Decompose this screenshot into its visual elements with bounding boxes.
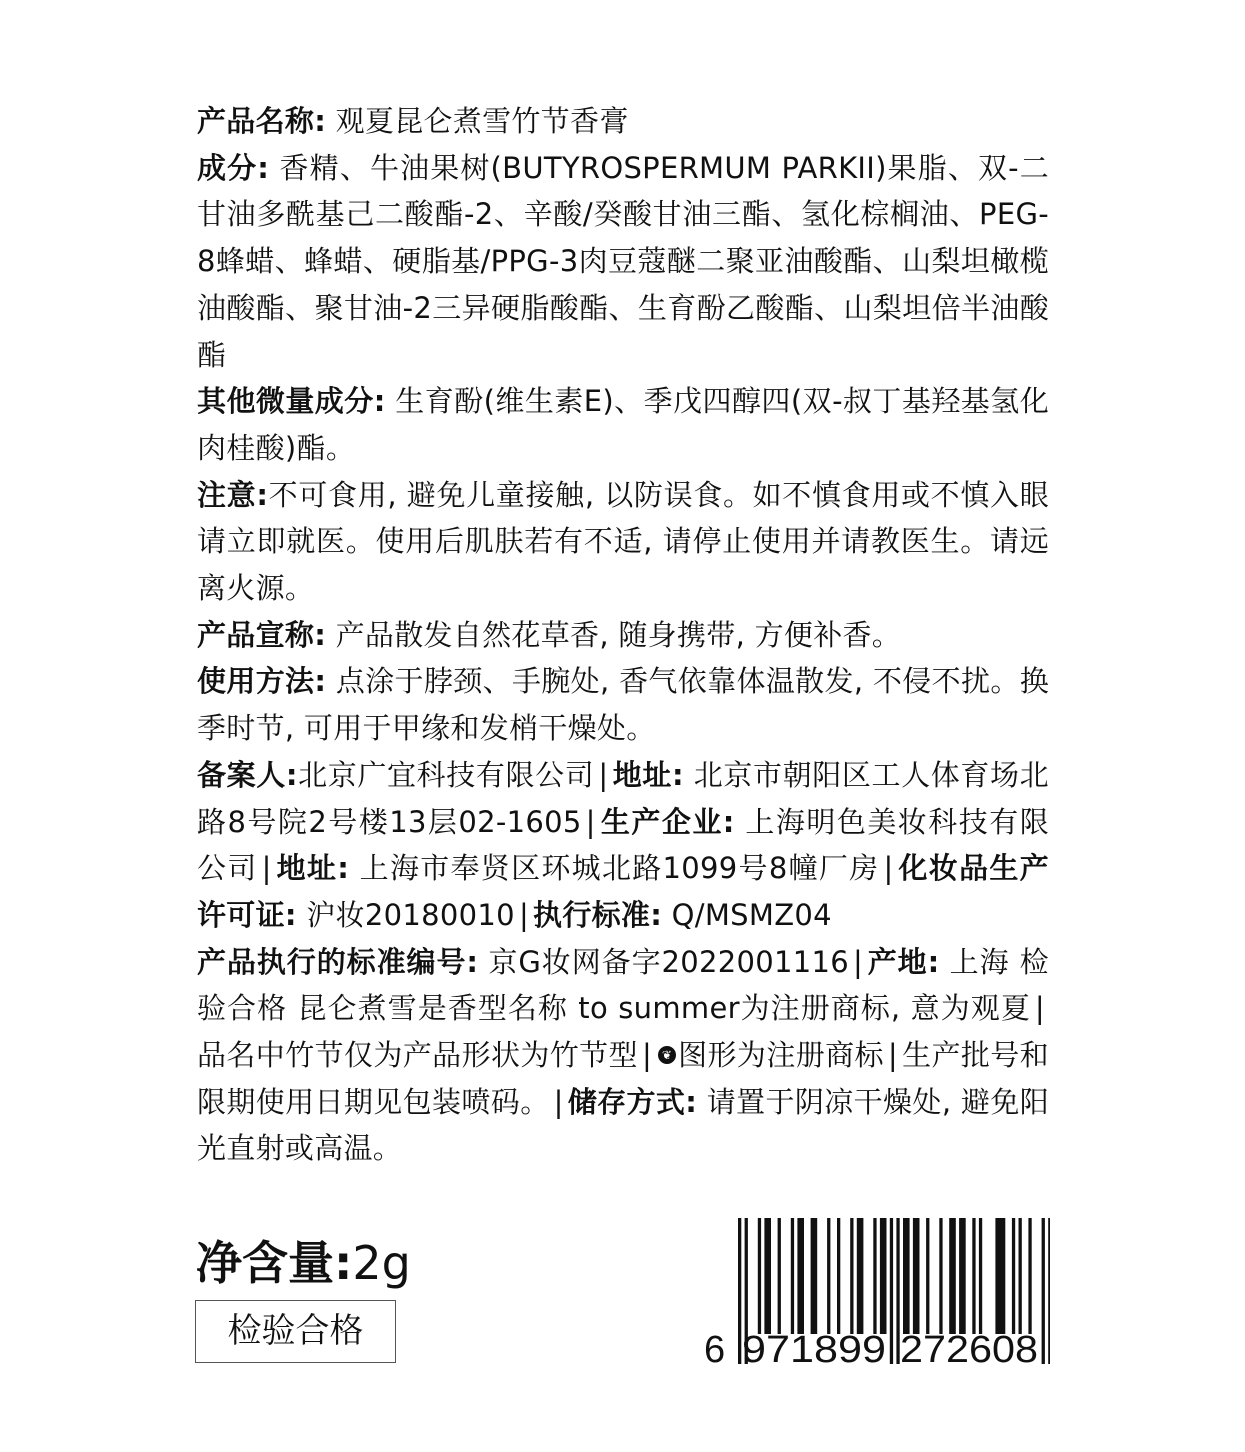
trace-ingredients-label: 其他微量成分: [197, 384, 386, 419]
product-name-line [197, 98, 1049, 145]
separator: | [853, 944, 864, 979]
license-value: 沪妆20180010 [296, 897, 515, 932]
product-name-label: 产品名称: [197, 104, 327, 138]
barcode-bar [797, 1218, 804, 1334]
barcode-guard-bar [890, 1218, 893, 1364]
address2-value: 上海市奉贤区环城北路1099号8幢厂房 [349, 851, 880, 886]
barcode-bar [791, 1218, 794, 1334]
usage-value: 点涂于脖颈、手腕处, 香气依靠体温散发, 不侵不扰。换季时节, 可用于甲缘和发梢干燥处。 [197, 664, 1049, 746]
logo-trademark-note: 图形为注册商标 [678, 1038, 884, 1073]
claims-value: 产品散发自然花草香, 随身携带, 方便补香。 [326, 617, 902, 652]
net-content-label: 净含量: [196, 1236, 353, 1290]
barcode-right-digits: 272608 [900, 1329, 1038, 1370]
separator: | [887, 1038, 898, 1073]
license-label: 化妆品生产许可证: [197, 851, 1049, 932]
barcode-guard-bar [1042, 1218, 1045, 1364]
caution-paragraph [197, 472, 1049, 612]
brand-logo-icon: ❦ [658, 1046, 676, 1064]
barcode-bar [837, 1218, 840, 1334]
address2-label: 地址: [275, 851, 350, 886]
separator: | [883, 851, 894, 886]
barcode-guard-bar [1048, 1218, 1050, 1364]
trace-ingredients-paragraph [197, 378, 1049, 471]
barcode-bar [850, 1218, 853, 1334]
barcode-graphic [700, 1218, 1050, 1370]
barcode-bar [1012, 1218, 1015, 1334]
origin-value: 上海 检验合格 昆仑煮雪是香型名称 to summer为注册商标, 意为观夏 [197, 944, 1049, 1026]
claims-paragraph [197, 612, 1049, 659]
barcode-bar [758, 1218, 761, 1334]
claims-label: 产品宣称: [197, 617, 327, 652]
storage-value: 请置于阴凉干燥处, 避免阳光直射或高温。 [197, 1084, 1049, 1166]
filer-value: 北京广宜科技有限公司 [297, 757, 595, 792]
barcode-bar [939, 1218, 942, 1334]
barcode-bar [979, 1218, 982, 1334]
barcode-bar [926, 1218, 929, 1334]
standard-label: 执行标准: [533, 897, 663, 932]
barcode-bar [764, 1218, 771, 1334]
separator: | [598, 757, 609, 792]
caution-value: 不可食用, 避免儿童接触, 以防误食。如不慎食用或不慎入眼请立即就医。使用后肌肤若有不适, 请停止使用并请教医生。请远离火源。 [197, 477, 1050, 606]
barcode-first-digit: 6 [704, 1329, 726, 1370]
barcode-bar [995, 1218, 1005, 1334]
barcode-bar [811, 1218, 818, 1334]
standard-number-label: 产品执行的标准编号: [197, 944, 479, 979]
barcode-bar [959, 1218, 966, 1334]
barcode-bar [949, 1218, 956, 1334]
standard-info-paragraph [197, 939, 1049, 1173]
separator: | [641, 1038, 653, 1073]
separator: | [518, 897, 530, 932]
company-paragraph [197, 752, 1049, 939]
origin-label: 产地: [867, 944, 940, 979]
ingredients-label: 成分: [197, 150, 270, 185]
product-name-value: 观夏昆仑煮雪竹节香膏 [326, 104, 629, 138]
filer-label: 备案人: [197, 757, 298, 792]
barcode-bar [857, 1218, 864, 1334]
shape-note: 品名中竹节仅为产品形状为竹节型 [197, 1038, 638, 1073]
separator: | [1034, 991, 1045, 1026]
storage-label: 储存方式: [567, 1084, 698, 1119]
barcode-left-digits: 971899 [742, 1329, 886, 1370]
barcode-bar [778, 1218, 781, 1334]
separator: | [261, 851, 272, 886]
barcode-bar [1028, 1218, 1031, 1334]
barcode [700, 1218, 1050, 1370]
barcode-bar [913, 1218, 920, 1334]
net-content [196, 1233, 411, 1293]
quality-check-badge: 检验合格 [195, 1300, 396, 1363]
separator: | [553, 1084, 564, 1119]
ingredients-paragraph [197, 145, 1049, 379]
barcode-bar [903, 1218, 910, 1334]
barcode-bar [880, 1218, 887, 1334]
standard-number-value: 京G妆网备字2022001116 [478, 944, 850, 979]
address1-value: 北京市朝阳区工人体育场北路8号院2号楼13层02-1605 [197, 757, 1049, 839]
trace-ingredients-value: 生育酚(维生素E)、季戊四醇四(双-叔丁基羟基氢化肉桂酸)酯。 [197, 384, 1049, 465]
net-content-value: 2g [352, 1236, 411, 1290]
barcode-bar [972, 1218, 975, 1334]
ingredients-value: 香精、牛油果树(BUTYROSPERMUM PARKII)果脂、双-二甘油多酰基己二酸酯-2、辛酸/癸酸甘油三酯、氢化棕榈油、PEG-8蜂蜡、蜂蜡、硬脂基/PPG-3肉豆蔻醚二聚亚油酸酯、山梨坦橄榄油酸酯、聚甘油-2三异硬脂酸酯、生育酚乙酸酯、山梨坦倍半油酸酯 [197, 150, 1049, 372]
usage-paragraph [197, 658, 1049, 751]
barcode-bar [827, 1218, 830, 1334]
batch-note: 生产批号和限期使用日期见包装喷码。 [197, 1038, 1049, 1119]
manufacturer-value: 上海明色美妆科技有限公司 [197, 804, 1049, 886]
address1-label: 地址: [612, 757, 684, 792]
barcode-bar [873, 1218, 876, 1334]
barcode-guard-bar [738, 1218, 741, 1364]
caution-label: 注意: [197, 477, 269, 512]
usage-label: 使用方法: [197, 664, 327, 699]
product-label-text [197, 98, 1049, 1172]
barcode-bar [1019, 1218, 1022, 1334]
separator: | [585, 804, 596, 839]
manufacturer-label: 生产企业: [599, 804, 735, 839]
standard-value: Q/MSMZ04 [662, 897, 832, 932]
